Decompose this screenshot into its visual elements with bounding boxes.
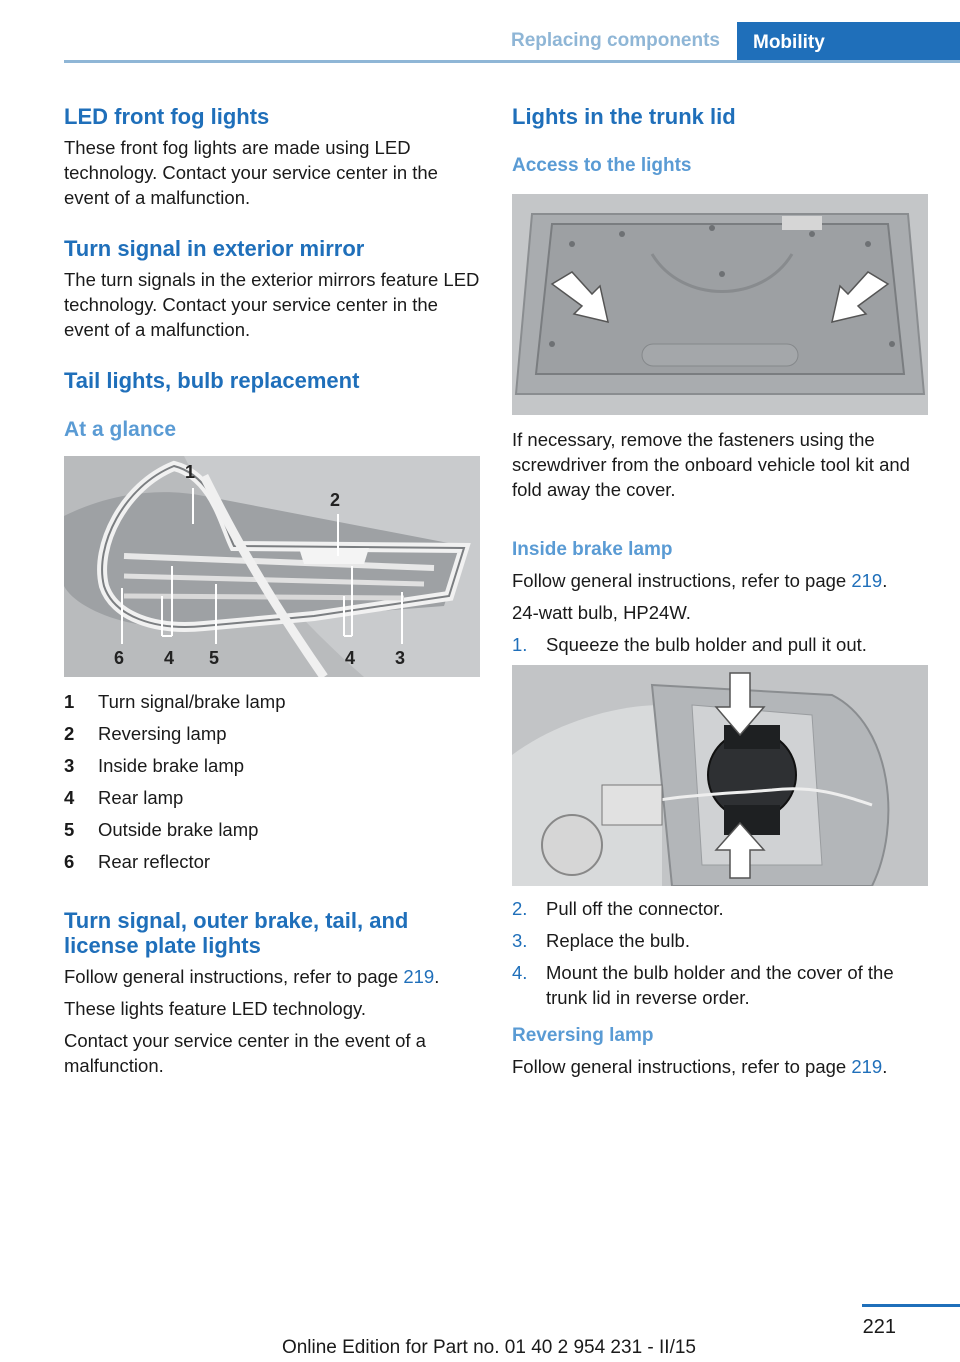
tail-light-figure [64,456,480,677]
trunk-lid-illustration [512,194,928,415]
bulb-holder-illustration [512,665,928,886]
legend-item: 3 Inside brake lamp [64,755,245,776]
legend-item: 1 Turn signal/brake lamp [64,691,286,712]
page-link-219[interactable]: 219 [851,570,883,591]
mirror-turn-signal-text: The turn signals in the exterior mirrors feature LED technology. Contact your service center in the event of a malfunction. [64,269,480,340]
fog-lights-heading: LED front fog lights [64,104,270,129]
footer-rule [862,1304,960,1307]
figure-label-1: 1 [185,462,196,482]
outer-lights-contact-text: Contact your service center in the event of a malfunction. [64,1030,426,1076]
tail-light-legend [64,686,480,878]
access-instructions: If necessary, remove the fasteners using the screwdriver from the onboard vehicle tool kit and fold away the cover. [512,429,910,500]
outer-lights-instructions: Follow general instructions, refer to page 219. [64,966,440,987]
bulb-spec-text: 24-watt bulb, HP24W. [512,602,691,623]
page-link-219[interactable]: 219 [851,1056,883,1077]
step-item: 2. Pull off the connector. [512,898,724,919]
edition-note: Online Edition for Part no. 01 40 2 954 231 - II/15 [281,1337,696,1358]
page-link-219[interactable]: 219 [403,966,435,987]
legend-item: 2 Reversing lamp [64,723,227,744]
header-section-title: Replacing components [510,30,720,51]
access-lights-heading: Access to the lights [512,155,692,176]
figure-label-4a: 4 [164,648,175,668]
header-rule [64,60,960,63]
figure-label-6: 6 [114,648,125,668]
bulb-holder-figure [512,665,928,886]
page-number: 221 [862,1316,896,1338]
tail-light-illustration [64,456,480,677]
figure-label-2: 2 [330,490,341,510]
figure-label-5: 5 [209,648,220,668]
removal-steps-1 [512,632,928,657]
legend-item: 4 Rear lamp [64,787,184,808]
trunk-lid-figure [512,194,928,415]
legend-item: 5 Outside brake lamp [64,819,259,840]
step-item: 3. Replace the bulb. [512,930,690,951]
outer-lights-heading: Turn signal, outer brake, tail, and license plate lights [64,908,409,958]
at-a-glance-heading: At a glance [64,418,177,441]
outer-lights-led-text: These lights feature LED technology. [64,998,366,1019]
inside-brake-instructions: Follow general instructions, refer to page 219. [512,570,888,591]
removal-steps-2 [512,896,928,1010]
header-chapter-tab: Mobility [737,22,960,63]
figure-label-4b: 4 [345,648,356,668]
tail-lights-heading: Tail lights, bulb replacement [64,368,360,393]
step-item: 1. Squeeze the bulb holder and pull it out. [512,634,867,655]
mirror-turn-signal-heading: Turn signal in exterior mirror [64,236,365,261]
right-column [512,100,928,1079]
legend-item: 6 Rear reflector [64,851,211,872]
step-item: 4. Mount the bulb holder and the cover of the trunk lid in reverse order. [512,962,894,1008]
reversing-lamp-heading: Reversing lamp [512,1025,654,1046]
fog-lights-text: These front fog lights are made using LED technology. Contact your service center in the event of a malfunction. [64,137,438,208]
trunk-lights-heading: Lights in the trunk lid [512,104,736,129]
inside-brake-lamp-heading: Inside brake lamp [512,539,673,560]
left-column [64,100,480,1078]
figure-label-3: 3 [395,648,406,668]
reversing-lamp-instructions: Follow general instructions, refer to page 219. [512,1056,888,1077]
